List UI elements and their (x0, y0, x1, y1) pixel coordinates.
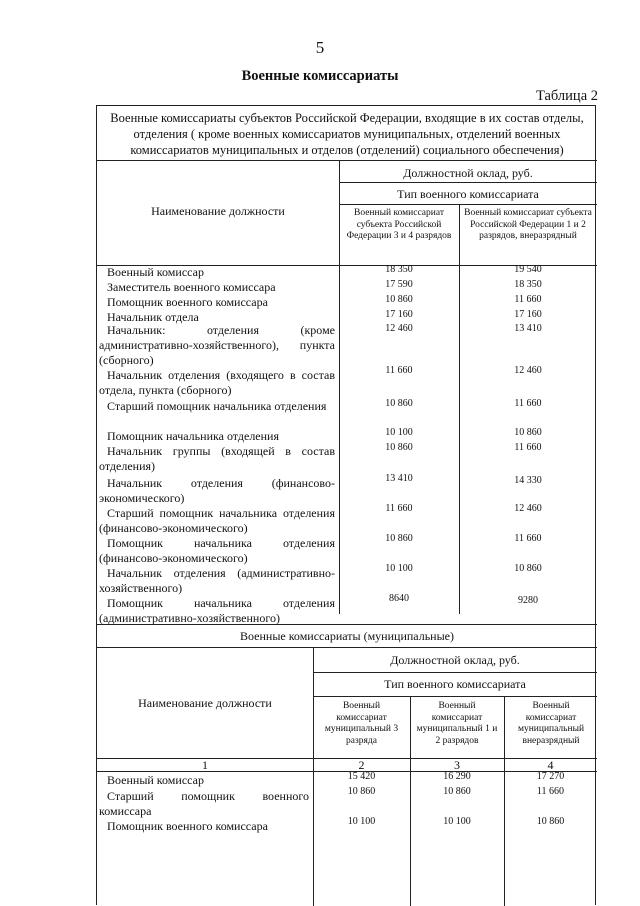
table-row-name: Заместитель военного комиссара (107, 280, 276, 294)
divider (504, 696, 505, 906)
section1-type-header: Тип военного комиссариата (397, 187, 539, 201)
table-row-name: Помощник начальника отделения (административно-хозяйственного) (99, 596, 335, 625)
table-row-name: Начальник группы (входящей в состав отделения) (99, 444, 335, 473)
table-cell: 17 160 (514, 309, 542, 320)
table-cell: 16 290 (443, 771, 471, 782)
table-cell: 10 100 (385, 563, 413, 574)
table-row-name: Начальник отделения (входящего в состав отдела, пункта (сборного) (99, 368, 335, 397)
table-cell: 9280 (518, 595, 538, 606)
table-cell: 10 860 (443, 786, 471, 797)
table-cell: 14 330 (514, 475, 542, 486)
table-cell: 11 660 (514, 398, 542, 409)
table-row-name: Начальник отделения (финансово-экономического) (99, 476, 335, 505)
table-row-name: Старший помощник начальника отделения (финансово-экономического) (99, 506, 335, 535)
table-cell: 11 660 (536, 786, 565, 797)
section2-col-a-header: Военный комиссариат муниципальный 3 разряда (324, 701, 399, 746)
table-row-name: Военный комиссар (107, 265, 204, 279)
section2-name-header: Наименование должности (138, 696, 272, 710)
table-cell: 12 460 (514, 503, 542, 514)
table-cell: 10 860 (385, 398, 413, 409)
table-label: Таблица 2 (535, 88, 598, 104)
section2-caption: Военные комиссариаты (муниципальные) (240, 629, 454, 643)
divider (410, 696, 411, 906)
section1-caption: Военные комиссариаты субъектов Российской Федерации, входящие в их состав отделы, отделения ( кроме военных комиссариатов муниципальных, отделений военных комиссариатов муниципальных и отделов (отделений) социального обеспечения) (110, 111, 584, 157)
divider (97, 160, 597, 161)
table-row-name: Старший помощник начальника отделения (107, 399, 327, 413)
table-row-name: Начальник отдела (107, 310, 199, 324)
table-cell: 18 350 (385, 264, 413, 275)
table-row-name: Помощник начальника отделения (107, 429, 279, 443)
section2-col-b-header: Военный комиссариат муниципальный 1 и 2 разрядов (416, 701, 498, 746)
table-cell: 11 660 (385, 503, 413, 514)
table-cell: 10 860 (536, 816, 565, 827)
table-row-name: Помощник военного комиссара (107, 819, 268, 833)
table-cell: 11 660 (385, 365, 413, 376)
table-cell: 19 540 (514, 264, 542, 275)
section1-col-b-header: Военный комиссариат субъекта Российской Федерации 1 и 2 разрядов, внеразрядный (464, 208, 592, 241)
section1-salary-header: Должностной оклад, руб. (403, 166, 533, 180)
table-cell: 10 100 (385, 427, 413, 438)
table-cell: 10 100 (347, 816, 376, 827)
table-cell: 11 660 (514, 294, 542, 305)
table-row-name: Начальник: отделения (кроме административно-хозяйственного), пункта (сборного) (99, 323, 335, 367)
table-row-name: Помощник начальника отделения (финансово-экономического) (99, 536, 335, 565)
section2-type-header: Тип военного комиссариата (384, 677, 526, 691)
table-cell: 8640 (389, 593, 409, 604)
divider (339, 182, 597, 183)
document-title: Военные комиссариаты (241, 68, 399, 84)
table-cell: 17 160 (385, 309, 413, 320)
column-number: 2 (358, 758, 365, 772)
section2-col-c-header: Военный комиссариат муниципальный внеразрядный (517, 701, 585, 746)
table-row-name: Старший помощник военного комиссара (99, 789, 309, 818)
section1-name-header: Наименование должности (151, 204, 285, 218)
table-cell: 11 660 (514, 442, 542, 453)
table-row-name: Помощник военного комиссара (107, 295, 268, 309)
table-cell: 13 410 (385, 473, 413, 484)
table-cell: 10 860 (514, 427, 542, 438)
table-row-name: Начальник отделения (административно-хозяйственного) (99, 566, 335, 595)
table-cell: 10 860 (385, 294, 413, 305)
table-cell: 15 420 (347, 771, 376, 782)
section1-col-a-header: Военный комиссариат субъекта Российской Федерации 3 и 4 разрядов (346, 208, 452, 241)
table-row-name: Военный комиссар (107, 773, 204, 787)
divider (313, 696, 597, 697)
divider (339, 204, 597, 205)
table-cell: 11 660 (514, 533, 542, 544)
table-cell: 12 460 (385, 323, 413, 334)
table-cell: 10 860 (514, 563, 542, 574)
section2-salary-header: Должностной оклад, руб. (390, 653, 520, 667)
divider (313, 672, 597, 673)
table-cell: 10 860 (385, 533, 413, 544)
column-number: 1 (202, 758, 208, 772)
salary-table (96, 105, 596, 905)
divider (97, 647, 597, 648)
table-cell: 18 350 (514, 279, 542, 290)
table-cell: 17 270 (536, 771, 565, 782)
page-number: 5 (315, 38, 325, 57)
table-cell: 12 460 (514, 365, 542, 376)
column-number: 3 (454, 758, 460, 772)
divider (97, 624, 597, 625)
table-cell: 10 860 (385, 442, 413, 453)
table-cell: 10 860 (347, 786, 376, 797)
table-cell: 17 590 (385, 279, 413, 290)
table-cell: 10 100 (443, 816, 471, 827)
column-number: 4 (547, 758, 554, 772)
table-cell: 13 410 (514, 323, 542, 334)
